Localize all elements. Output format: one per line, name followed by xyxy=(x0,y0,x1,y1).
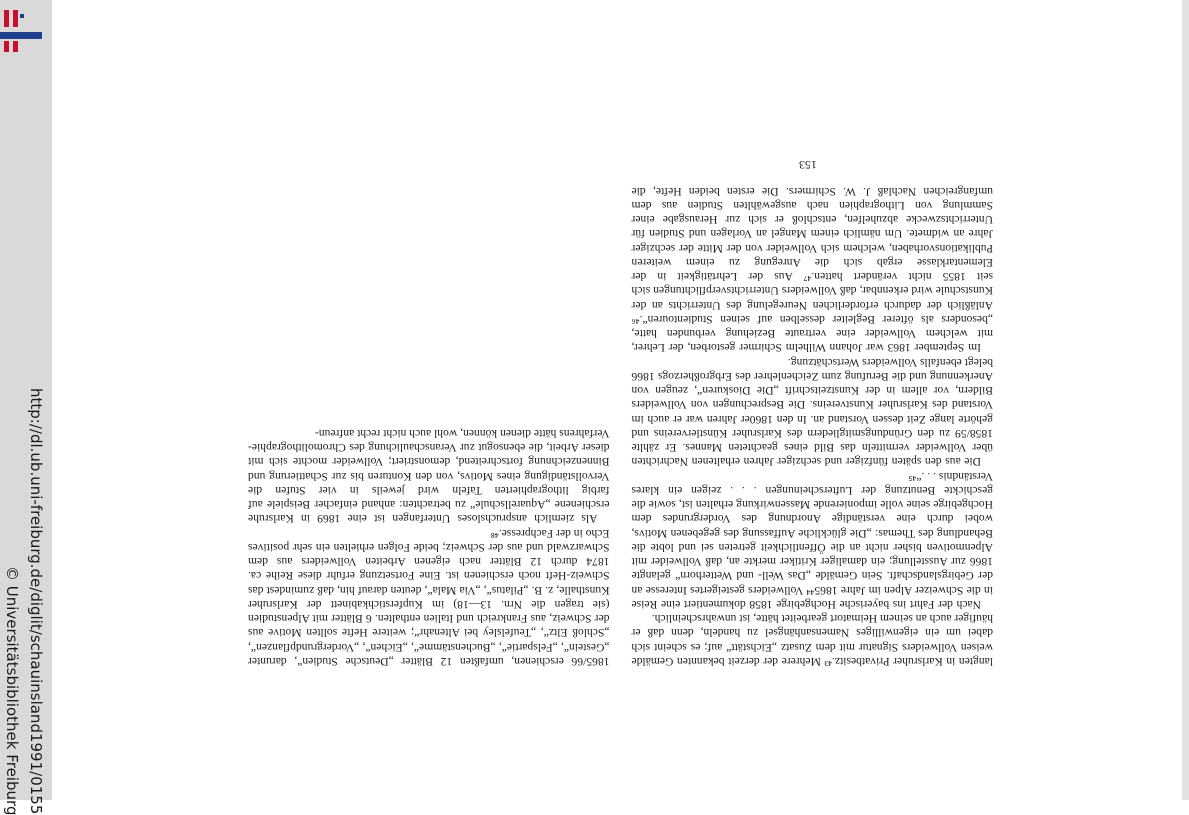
copyright-notice: © Universitätsbibliothek Freiburg xyxy=(3,566,21,815)
paragraph: Im September 1863 war Johann Wilhelm Schirmer gestorben, der Lehrer, mit welchem Vollweider eine vertraute Beziehung verbunden hatte, „besonders als öfterer Begleiter desselben auf seinen Studientouren“.⁴⁶ Anläßlich der dadurch erforderlichen Neuregelung des Unterrichts an der Kunstschule wird erkennbar, daß Vollweiders Unterrichtsverpflichtungen sich seit 1855 nicht verändert hatten.⁴⁷ Aus der Lehrtätigkeit in der Elementarklasse ergab sich die Anregung zu einem weiteren Publikationsvorhaben, welchem sich Vollweider von der Mitte der sechziger Jahre an widmete. Um nämlich einem Mangel an Vorlagen und Studien für Unterrichtszwecke abzuhelfen, entschloß er sich zur Herausgabe einer Sammlung von Lithographien nach ausgewählten Studien aus dem umfangreichen Nachlaß J. W. Schirmers. Die ersten beiden Hefte, die 1865/66 erschienen, umfaßten 12 Blätter „Deutsche Studien“, darunter „Gestein“, „Felspartie“, „Buchenstämme“, „Eichen“, „Vordergrundpflanzen“, „Schloß Eltz“, „Teufelsley bei Altenahr“; weitere Hefte sollten Motive aus der Schweiz, aus Frankreich und Italien enthalten. 6 Blätter mit Alpenstudien (sie tragen die Nrn. 13—18) im Kupferstichkabinett der Karlsruher Kunsthalle, z. B. „Pilatus“, „Via Mala“, deuten darauf hin, daß zumindest das Schweiz-Heft noch erschienen ist. Eine Fortsetzung erfuhr diese Reihe ca. 1874 durch 12 Blätter nach eigenen Arbeiten Vollweiders aus dem Schwarzwald und aus der Schweiz; beide Folgen erhielten ein sehr positives Echo in der Fachpresse.⁴⁸ xyxy=(248,184,993,668)
source-url-link[interactable]: http://dl.ub.uni-freiburg.de/diglit/schauinsland1991/0155 xyxy=(27,388,45,815)
paragraph: Die aus den späten fünfziger und sechziger Jahren erhaltenen Nachrichten über Vollweider vermitteln das Bild eines geachteten Mannes. Er zählte 1858/59 zu den Gründungsmitgliedern des Karlsruher Künstlervereins und gehörte lange Zeit dessen Vorstand an. In den 1860er Jahren war er auch im Vorstand des Karlsruher Kunstvereins. Die Besprechungen von Vollweiders Bildern, vor allem in der Kunstzeitschrift „Die Dioskuren“, zeugen von Anerkennung und die Berufung zum Zeichenlehrer des Erbgroßherzogs 1866 belegt ebenfalls Vollweiders Wertschätzung. xyxy=(631,355,993,469)
sidebar xyxy=(0,0,52,815)
paragraph: Nach der Fahrt ins bayerische Hochgebirge 1858 dokumentiert eine Reise in die Schweizer Alpen im Jahre 1865⁴⁴ Vollweiders gesteigertes Interesse an der Gebirgslandschaft. Sein Gemälde „Das Well- und Wetterhorn“ gelangte 1866 zur Ausstellung; ein damaliger Kritiker merkte an, daß Vollweider mit Alpenmotiven bisher nicht an die Öffentlichkeit getreten sei und lobte die Behandlung des Themas: „Die glückliche Auffassung des gegebenen Motivs, wobei durch eine verständige Anordnung des Vordergrundes dem Hochgebirge seine volle imponierende Massenwirkung erhalten ist, sowie die geschickte Benutzung der Lufterscheinungen . . . zeigen ein klares Verständnis . . .“⁴⁵ xyxy=(631,469,993,611)
ub-freiburg-logo-icon xyxy=(0,4,46,52)
scanned-page xyxy=(248,148,993,668)
paragraph: langten in Karlsruher Privatbesitz.⁴³ Mehrere der derzeit bekannten Gemälde weisen Vollweiders Signatur mit dem Zusatz „Eichstätt“ auf; es scheint sich dabei um ein eigenwilliges Namensanhängsel zu handeln, denn daß er häufiger auch an seinem Heimatort gearbeitet hätte, ist unwahrscheinlich. xyxy=(631,612,993,668)
page-number: 153 xyxy=(799,158,817,172)
body-text xyxy=(248,176,993,668)
paragraph: Als ziemlich anspruchsloses Unterfangen ist eine 1869 in Karlsruhe erschienene „Aquarellschule“ zu betrachten: anhand einfacher Beispiele auf farbig lithographierten Tafeln wird jeweils in vier Stufen die Vervollständigung eines Motivs, von den Konturen bis zur Schattierung und Binnenzeichnung fortschreitend, demonstriert; Vollweider mochte sich mit dieser Arbeit, die ebensogut zur Veranschaulichung des Chromolithographie-Verfahrens hätte dienen können, wohl auch nicht recht anfreun- xyxy=(248,427,610,526)
scrollbar[interactable] xyxy=(1182,0,1189,800)
